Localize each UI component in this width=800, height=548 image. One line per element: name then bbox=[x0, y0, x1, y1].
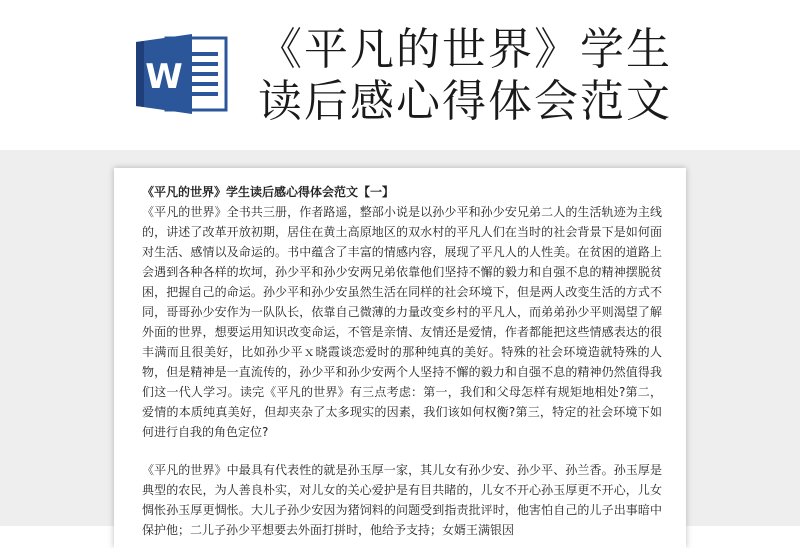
page-title bbox=[258, 24, 788, 128]
document-page bbox=[114, 168, 686, 548]
paragraph-gap bbox=[142, 442, 662, 460]
word-document-icon bbox=[132, 32, 232, 116]
title-banner bbox=[0, 0, 800, 150]
document-heading: 《平凡的世界》学生读后感心得体会范文【一】 bbox=[142, 185, 395, 199]
word-icon-letter: W bbox=[145, 57, 183, 97]
document-paragraph-1: 《平凡的世界》全书共三册，作者路遥，整部小说是以孙少平和孙少安兄弟二人的生活轨迹为主线的，讲述了改革开放初期，居住在黄土高原地区的双水村的平凡人们在当时的社会背景下是如何面对生活、感情以及命运的。书中蕴含了丰富的情感内容，展现了平凡人的人性美。在贫困的道路上会遇到各种各样的坎坷，孙少平和孙少安两兄弟依靠他们坚持不懈的毅力和自强不息的精神摆脱贫困，把握自己的命运。孙少平和孙少安虽然生活在同样的社会环境下，但是两人改变生活的方式不同，哥哥孙少安作为一队队长，依靠自己微薄的力量改变乡村的平凡人，而弟弟孙少平则渴望了解外面的世界，想要运用知识改变命运，不管是亲情、友情还是爱情，作者都能把这些情感表达的很丰满而且很美好，比如孙少平ｘ晓霞谈恋爱时的那种纯真的美好。特殊的社会环境造就特殊的人物，但是精神是一直流传的，孙少平和孙少安两个人坚持不懈的毅力和自强不息的精神仍然值得我们这一代人学习。读完《平凡的世界》有三点考虑：第一，我们和父母怎样有规矩地相处?第二，爱情的本质纯真美好，但却夹杂了太多现实的因素，我们该如何权衡?第三，特定的社会环境下如何进行自我的角色定位? bbox=[142, 205, 662, 439]
document-body bbox=[142, 182, 662, 540]
document-paragraph-2: 《平凡的世界》中最具有代表性的就是孙玉厚一家，其儿女有孙少安、孙少平、孙兰香。孙玉厚是典型的农民，为人善良朴实，对儿女的关心爱护是有目共睹的，儿女不开心孙玉厚更不开心，儿女惆怅孙玉厚更惆怅。大儿子孙少安因为猪饲料的问题受到指责批评时，他害怕自己的儿子出事暗中保护他；二儿子孙少平想要去外面打拼时，他给予支持；女婿王满银因 bbox=[142, 463, 662, 537]
page-title-line2: 读后感心得体会范文 bbox=[258, 76, 672, 127]
page-title-line1: 《平凡的世界》学生 bbox=[258, 24, 672, 75]
